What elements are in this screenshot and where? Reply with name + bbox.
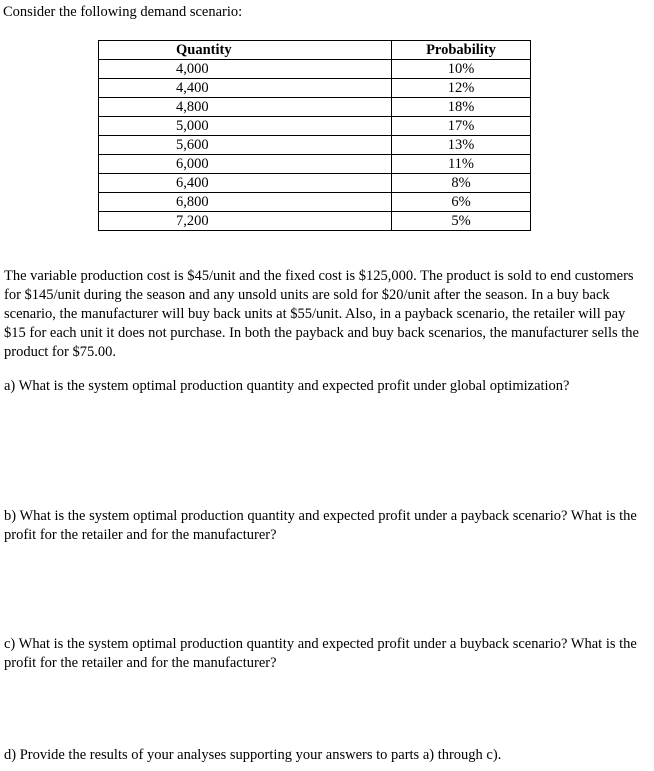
probability-cell: 17% (392, 117, 531, 136)
quantity-cell: 4,800 (99, 98, 392, 117)
scenario-paragraph: The variable production cost is $45/unit and the fixed cost is $125,000. The product is sold to end customers for $145/unit during the season and any unsold units are sold for $20/unit after the season. In a buy back scenario, the manufacturer will buy back units at $55/unit. Also, in a payback scenario, the retailer will pay $15 for each unit it does not purchase. In both the payback and buy back scenarios, the manufacturer sells the product for $75.00. (4, 268, 639, 360)
probability-cell: 6% (392, 193, 531, 212)
intro-text: Consider the following demand scenario: (3, 4, 243, 20)
quantity-cell: 4,400 (99, 79, 392, 98)
table-row (99, 136, 531, 155)
table-row (99, 79, 531, 98)
table-row (99, 212, 531, 231)
demand-table (98, 40, 531, 231)
quantity-cell: 7,200 (99, 212, 392, 231)
probability-cell: 8% (392, 174, 531, 193)
table-row (99, 193, 531, 212)
probability-cell: 11% (392, 155, 531, 174)
table-row (99, 117, 531, 136)
table-row (99, 155, 531, 174)
quantity-cell: 6,400 (99, 174, 392, 193)
quantity-cell: 5,600 (99, 136, 392, 155)
quantity-header: Quantity (99, 41, 392, 60)
quantity-cell: 6,800 (99, 193, 392, 212)
table-row (99, 60, 531, 79)
table-row (99, 98, 531, 117)
probability-cell: 18% (392, 98, 531, 117)
probability-cell: 5% (392, 212, 531, 231)
quantity-cell: 4,000 (99, 60, 392, 79)
probability-cell: 13% (392, 136, 531, 155)
table-row (99, 174, 531, 193)
question-c: c) What is the system optimal production quantity and expected profit under a buyback scenario? What is the profit for the retailer and for the manufacturer? (4, 636, 637, 671)
probability-header: Probability (392, 41, 531, 60)
quantity-cell: 6,000 (99, 155, 392, 174)
quantity-cell: 5,000 (99, 117, 392, 136)
question-a: a) What is the system optimal production quantity and expected profit under global optimization? (4, 378, 570, 394)
question-b: b) What is the system optimal production quantity and expected profit under a payback scenario? What is the profit for the retailer and for the manufacturer? (4, 508, 637, 543)
table-header-row (99, 41, 531, 60)
probability-cell: 10% (392, 60, 531, 79)
question-d: d) Provide the results of your analyses supporting your answers to parts a) through c). (4, 747, 502, 763)
probability-cell: 12% (392, 79, 531, 98)
